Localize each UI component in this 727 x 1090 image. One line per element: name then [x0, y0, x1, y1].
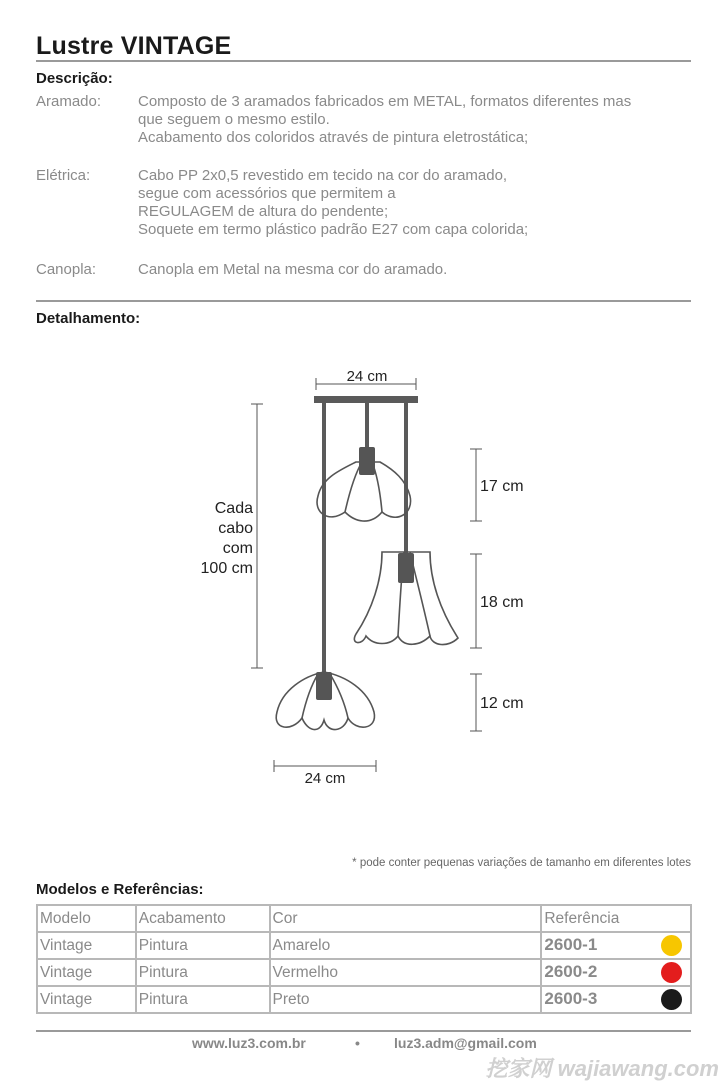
acabamento-cell: Pintura [136, 959, 270, 986]
socket-icon [398, 553, 414, 583]
watermark: 挖家网 wajiawang.com [485, 1056, 719, 1081]
column-header: Acabamento [136, 905, 270, 932]
referencia-cell [541, 932, 691, 959]
size-variation-note: * pode conter pequenas variações de tamanho em diferentes lotes [352, 857, 691, 869]
modelo-cell: Vintage [37, 959, 136, 986]
top-width-label: 24 cm [346, 368, 388, 385]
aramado-label: Aramado: [36, 93, 102, 110]
text-line: Canopla em Metal na mesma cor do aramado. [138, 261, 448, 278]
ref-code: 2600-1 [544, 935, 598, 954]
footer-separator: • [355, 1035, 360, 1051]
page-title: Lustre VINTAGE [36, 32, 232, 60]
canopy-bar [314, 396, 418, 403]
text-line: Soquete em termo plástico padrão E27 com capa colorida; [138, 221, 529, 238]
cables [324, 403, 406, 672]
color-swatch-icon [661, 935, 682, 956]
website-link[interactable]: www.luz3.com.br [192, 1035, 306, 1051]
eletrica-text [138, 167, 528, 239]
socket-icon [359, 447, 375, 475]
cable-label-line: cabo [218, 520, 253, 537]
email-link[interactable]: luz3.adm@gmail.com [394, 1035, 537, 1051]
text-line: Cabo PP 2x0,5 revestido em tecido na cor do aramado, [138, 167, 508, 184]
divider [36, 300, 691, 302]
detalhamento-heading: Detalhamento: [36, 310, 141, 327]
table-row [37, 932, 691, 959]
divider [36, 1030, 691, 1032]
socket-icon [316, 672, 332, 700]
eletrica-label: Elétrica: [36, 167, 91, 184]
ref-code: 2600-3 [544, 989, 598, 1008]
shade3-height-label: 12 cm [480, 695, 524, 712]
table-header-row [37, 905, 691, 932]
modelo-cell: Vintage [37, 932, 136, 959]
ref-code: 2600-2 [544, 962, 598, 981]
acabamento-cell: Pintura [136, 986, 270, 1013]
column-header: Referência [541, 905, 691, 932]
cable-label-line: 100 cm [200, 560, 253, 577]
canopla-text [138, 261, 447, 279]
shade1-height-label: 17 cm [480, 478, 524, 495]
cable-label-line: com [222, 540, 253, 557]
text-line: que seguem o mesmo estilo. [138, 111, 330, 128]
referencia-cell [541, 986, 691, 1013]
aramado-text [138, 93, 631, 147]
column-header: Cor [270, 905, 542, 932]
column-header: Modelo [37, 905, 136, 932]
cable-label-line: Cada [214, 500, 253, 517]
modelo-cell: Vintage [37, 986, 136, 1013]
text-line: Composto de 3 aramados fabricados em METAL, formatos diferentes mas [138, 93, 632, 110]
shade2-height-label: 18 cm [480, 594, 524, 611]
lamp-dimension-drawing [0, 340, 727, 800]
acabamento-cell: Pintura [136, 932, 270, 959]
cor-cell: Amarelo [270, 932, 542, 959]
color-swatch-icon [661, 989, 682, 1010]
descricao-heading: Descrição: [36, 70, 113, 87]
cor-cell: Vermelho [270, 959, 542, 986]
canopla-label: Canopla: [36, 261, 97, 278]
divider [36, 60, 691, 62]
referencia-cell [541, 959, 691, 986]
table-row [37, 959, 691, 986]
text-line: Acabamento dos coloridos através de pintura eletrostática; [138, 129, 529, 146]
text-line: REGULAGEM de altura do pendente; [138, 203, 389, 220]
text-line: segue com acessórios que permitem a [138, 185, 396, 202]
bottom-width-label: 24 cm [304, 770, 346, 787]
modelos-heading: Modelos e Referências: [36, 881, 204, 898]
cor-cell: Preto [270, 986, 542, 1013]
cable-length-label [201, 500, 254, 577]
color-swatch-icon [661, 962, 682, 983]
table-row [37, 986, 691, 1013]
models-table [36, 904, 692, 1014]
